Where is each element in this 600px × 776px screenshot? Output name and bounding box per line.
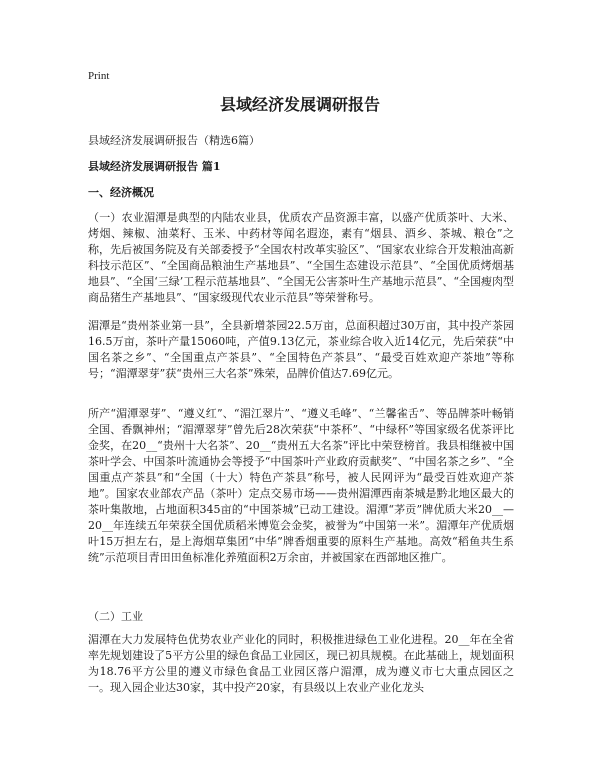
section-heading-economy: 一、经济概况 bbox=[88, 186, 154, 199]
paragraph-industry: 湄潭在大力发展特色优势农业产业化的同时，积极推进绿色工业化进程。20__年在全省率先规划建设了5平方公里的绿色食品工业园区，现已初具规模。在此基础上，规划面积为18.76平方公里的遵义市绿色食品工业园区落户湄潭，成为遵义市七大重点园区之一。现入园企业达30家，其中投产20家，有县级以上农业产业化龙头 bbox=[88, 633, 514, 694]
print-label[interactable]: Print bbox=[88, 70, 110, 82]
article-heading: 县域经济发展调研报告 篇1 bbox=[88, 160, 221, 173]
paragraph-tea-county: 湄潭是“贵州茶业第一县”，全县新增茶园22.5万亩，总面积超过30万亩，其中投产茶园16.5万亩，茶叶产量15060吨，产值9.13亿元，茶业综合收入近14亿元，先后荣获“中国名茶之乡”、“全国重点产茶县”、“全国特色产茶县”、“最受百姓欢迎产茶地”等称号；“湄潭翠芽”获“贵州三大名茶”殊荣，品牌价值达7.69亿元。 bbox=[88, 319, 514, 380]
paragraph-tea-brands: 所产“湄潭翠芽”、“遵义红”、“湄江翠片”、“遵义毛峰”、“兰馨雀舌”、等品牌茶叶畅销全国、香飘神州；“湄潭翠芽”曾先后28次荣获“中茶杯”、“中绿杯”等国家级名优茶评比金奖，在20__“贵州十大名茶”、20__“贵州五大名茶”评比中荣登榜首。我县相继被中国茶叶学会、中国茶叶流通协会等授予“中国茶叶产业政府贡献奖”、“中国名茶之乡”、“全国重点产茶县”和“全国（十大）特色产茶县”称号，被人民网评为“最受百姓欢迎产茶地”。国家农业部农产品（茶叶）定点交易市场——贵州湄潭西南茶城是黔北地区最大的茶叶集散地，占地面积345亩的“中国茶城”已动工建设。湄潭“茅贡”牌优质大米20__—20__年连续五年荣获全国优质稻米博览会金奖，被誉为“中国第一米”。湄潭年产优质烟叶15万担左右，是上海烟草集团“中华”牌香烟重要的原料生产基地。高效“稻鱼共生系统”示范项目青田田鱼标准化养殖面积2万余亩，并被国家在西部地区推广。 bbox=[88, 407, 514, 564]
document-subtitle: 县域经济发展调研报告（精选6篇） bbox=[88, 134, 260, 147]
section-heading-industry: （二）工业 bbox=[88, 610, 143, 623]
paragraph-agriculture: （一）农业湄潭是典型的内陆农业县，优质农产品资源丰富，以盛产优质茶叶、大米、烤烟、辣椒、油菜籽、玉米、中药材等闻名遐迩，素有“烟县、酒乡、茶城、粮仓”之称，先后被国务院及有关部委授予“全国农村改革实验区”、“国家农业综合开发粮油高新科技示范区”、“全国商品粮油生产基地县”、“全国生态建设示范县”、“全国优质烤烟基地县”、“全国‘三绿’工程示范基地县”、“全国无公害茶叶生产基地示范县”、“全国瘦肉型商品猪生产基地县”、“国家级现代农业示范县”等荣誉称号。 bbox=[88, 211, 514, 304]
page-title: 县域经济发展调研报告 bbox=[219, 95, 380, 114]
